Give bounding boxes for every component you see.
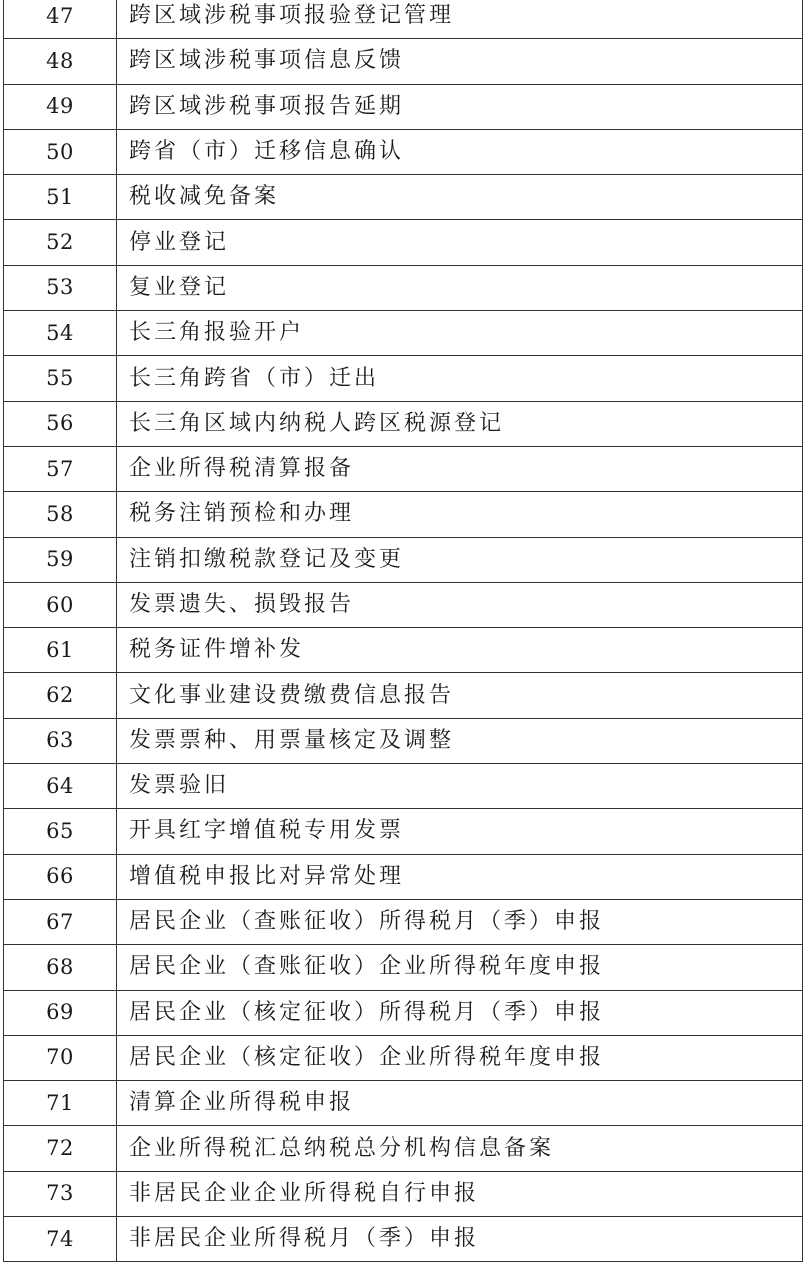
row-item-name: 开具红字增值税专用发票	[117, 809, 803, 854]
row-item-name: 居民企业（核定征收）所得税月（季）申报	[117, 990, 803, 1035]
row-item-name: 居民企业（查账征收）所得税月（季）申报	[117, 899, 803, 944]
row-item-name: 居民企业（核定征收）企业所得税年度申报	[117, 1035, 803, 1080]
row-item-name: 长三角跨省（市）迁出	[117, 356, 803, 401]
table-row	[4, 582, 803, 627]
row-number: 74	[4, 1217, 117, 1262]
row-number: 58	[4, 492, 117, 537]
table-row	[4, 673, 803, 718]
row-number: 62	[4, 673, 117, 718]
table-row	[4, 84, 803, 129]
table-row	[4, 1081, 803, 1126]
table-row	[4, 537, 803, 582]
row-number: 55	[4, 356, 117, 401]
row-number: 65	[4, 809, 117, 854]
row-item-name: 停业登记	[117, 220, 803, 265]
table-row	[4, 1035, 803, 1080]
row-item-name: 跨区域涉税事项报告延期	[117, 84, 803, 129]
row-item-name: 发票票种、用票量核定及调整	[117, 718, 803, 763]
table-row	[4, 990, 803, 1035]
row-item-name: 居民企业（查账征收）企业所得税年度申报	[117, 945, 803, 990]
service-items-table	[3, 0, 803, 1262]
table-row	[4, 265, 803, 310]
row-number: 73	[4, 1171, 117, 1216]
row-number: 47	[4, 0, 117, 39]
table-row	[4, 1171, 803, 1216]
table-row	[4, 311, 803, 356]
table-row	[4, 764, 803, 809]
row-item-name: 长三角报验开户	[117, 311, 803, 356]
table-row	[4, 129, 803, 174]
row-item-name: 非居民企业企业所得税自行申报	[117, 1171, 803, 1216]
row-item-name: 税收减免备案	[117, 175, 803, 220]
row-item-name: 清算企业所得税申报	[117, 1081, 803, 1126]
row-item-name: 发票验旧	[117, 764, 803, 809]
row-item-name: 长三角区域内纳税人跨区税源登记	[117, 401, 803, 446]
row-number: 52	[4, 220, 117, 265]
table-body	[4, 0, 803, 1262]
row-number: 53	[4, 265, 117, 310]
row-number: 48	[4, 39, 117, 84]
row-number: 68	[4, 945, 117, 990]
table-row	[4, 809, 803, 854]
row-number: 51	[4, 175, 117, 220]
row-number: 56	[4, 401, 117, 446]
row-number: 63	[4, 718, 117, 763]
row-item-name: 企业所得税汇总纳税总分机构信息备案	[117, 1126, 803, 1171]
row-item-name: 税务注销预检和办理	[117, 492, 803, 537]
row-item-name: 增值税申报比对异常处理	[117, 854, 803, 899]
row-number: 57	[4, 446, 117, 491]
row-number: 59	[4, 537, 117, 582]
row-number: 64	[4, 764, 117, 809]
table-row	[4, 220, 803, 265]
table-row	[4, 401, 803, 446]
row-item-name: 注销扣缴税款登记及变更	[117, 537, 803, 582]
row-item-name: 跨省（市）迁移信息确认	[117, 129, 803, 174]
table-row	[4, 854, 803, 899]
table-row	[4, 175, 803, 220]
row-item-name: 发票遗失、损毁报告	[117, 582, 803, 627]
table-row	[4, 945, 803, 990]
table-row	[4, 446, 803, 491]
row-number: 67	[4, 899, 117, 944]
row-item-name: 企业所得税清算报备	[117, 446, 803, 491]
row-number: 72	[4, 1126, 117, 1171]
table-row	[4, 0, 803, 39]
table-row	[4, 39, 803, 84]
table-row	[4, 1126, 803, 1171]
table-row	[4, 1217, 803, 1262]
table-row	[4, 492, 803, 537]
row-item-name: 跨区域涉税事项信息反馈	[117, 39, 803, 84]
row-item-name: 税务证件增补发	[117, 628, 803, 673]
row-number: 61	[4, 628, 117, 673]
table-row	[4, 356, 803, 401]
row-number: 71	[4, 1081, 117, 1126]
row-number: 70	[4, 1035, 117, 1080]
row-number: 50	[4, 129, 117, 174]
row-item-name: 跨区域涉税事项报验登记管理	[117, 0, 803, 39]
row-number: 54	[4, 311, 117, 356]
table-row	[4, 718, 803, 763]
row-number: 66	[4, 854, 117, 899]
table-row	[4, 628, 803, 673]
row-item-name: 复业登记	[117, 265, 803, 310]
row-item-name: 非居民企业所得税月（季）申报	[117, 1217, 803, 1262]
row-number: 60	[4, 582, 117, 627]
table-row	[4, 899, 803, 944]
row-number: 49	[4, 84, 117, 129]
row-number: 69	[4, 990, 117, 1035]
row-item-name: 文化事业建设费缴费信息报告	[117, 673, 803, 718]
